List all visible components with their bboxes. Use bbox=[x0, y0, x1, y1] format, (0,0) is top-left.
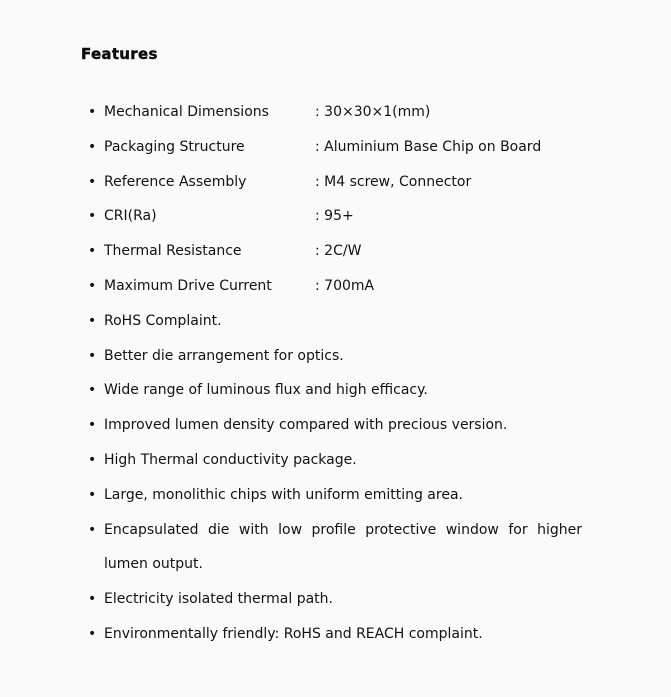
feature-text: Electricity isolated thermal path. bbox=[104, 591, 333, 608]
bullet-icon: • bbox=[88, 104, 97, 120]
spec-value: : 95+ bbox=[315, 208, 354, 225]
feature-text: RoHS Complaint. bbox=[104, 312, 222, 329]
section-heading: Features bbox=[81, 45, 158, 63]
bullet-icon: • bbox=[88, 347, 97, 364]
spec-value: : M4 screw, Connector bbox=[315, 173, 472, 190]
feature-row-monolithic-chips bbox=[81, 478, 671, 513]
feature-text: Improved lumen density compared with precious version. bbox=[104, 417, 508, 434]
spec-label: Packaging Structure bbox=[104, 138, 245, 155]
feature-row-environment-friendly bbox=[81, 617, 671, 652]
bullet-icon: • bbox=[88, 277, 97, 294]
spec-row-mechanical-dimensions bbox=[81, 95, 671, 130]
spec-label: Maximum Drive Current bbox=[104, 277, 272, 294]
feature-row-isolated-thermal-path bbox=[81, 582, 671, 617]
bullet-icon: • bbox=[88, 591, 97, 608]
spec-row-thermal-resistance bbox=[81, 234, 671, 269]
bullet-icon: • bbox=[88, 173, 97, 190]
bullet-icon: • bbox=[88, 243, 97, 260]
feature-list bbox=[81, 304, 671, 652]
spec-row-max-drive-current bbox=[81, 269, 671, 304]
spec-value: : Aluminium Base Chip on Board bbox=[315, 138, 542, 155]
spec-value: : 30×30×1(mm) bbox=[315, 104, 431, 120]
feature-row-rohs bbox=[81, 304, 671, 339]
spec-value: : 700mA bbox=[315, 277, 375, 294]
bullet-icon: • bbox=[88, 208, 97, 225]
spec-row-packaging-structure bbox=[81, 130, 671, 165]
bullet-icon: • bbox=[88, 451, 97, 468]
bullet-icon: • bbox=[88, 521, 97, 538]
bullet-icon: • bbox=[88, 625, 97, 642]
feature-text: Encapsulated die with low profile protective window for higher lumen output. bbox=[104, 521, 582, 573]
feature-row-luminous-flux bbox=[81, 373, 671, 408]
bullet-icon: • bbox=[88, 486, 97, 503]
spec-label: Thermal Resistance bbox=[104, 243, 242, 260]
feature-text: Wide range of luminous flux and high efficacy. bbox=[104, 382, 428, 399]
spec-list bbox=[81, 95, 671, 304]
feature-text: Better die arrangement for optics. bbox=[104, 347, 344, 364]
bullet-icon: • bbox=[88, 138, 97, 155]
spec-row-cri bbox=[81, 199, 671, 234]
feature-text: Large, monolithic chips with uniform emitting area. bbox=[104, 486, 463, 503]
feature-row-lumen-density bbox=[81, 408, 671, 443]
bullet-icon: • bbox=[88, 312, 97, 329]
feature-row-die-arrangement bbox=[81, 339, 671, 374]
spec-label: CRI(Ra) bbox=[104, 208, 157, 225]
spec-label: Reference Assembly bbox=[104, 173, 247, 190]
feature-text: High Thermal conductivity package. bbox=[104, 451, 357, 468]
spec-row-reference-assembly bbox=[81, 165, 671, 200]
spec-label: Mechanical Dimensions bbox=[104, 104, 269, 120]
feature-row-encapsulated-die bbox=[81, 513, 671, 583]
feature-row-thermal-conductivity bbox=[81, 443, 671, 478]
feature-text: Environmentally friendly: RoHS and REACH complaint. bbox=[104, 625, 483, 642]
bullet-icon: • bbox=[88, 417, 97, 434]
bullet-icon: • bbox=[88, 382, 97, 399]
spec-value: : 2C/W bbox=[315, 243, 362, 260]
